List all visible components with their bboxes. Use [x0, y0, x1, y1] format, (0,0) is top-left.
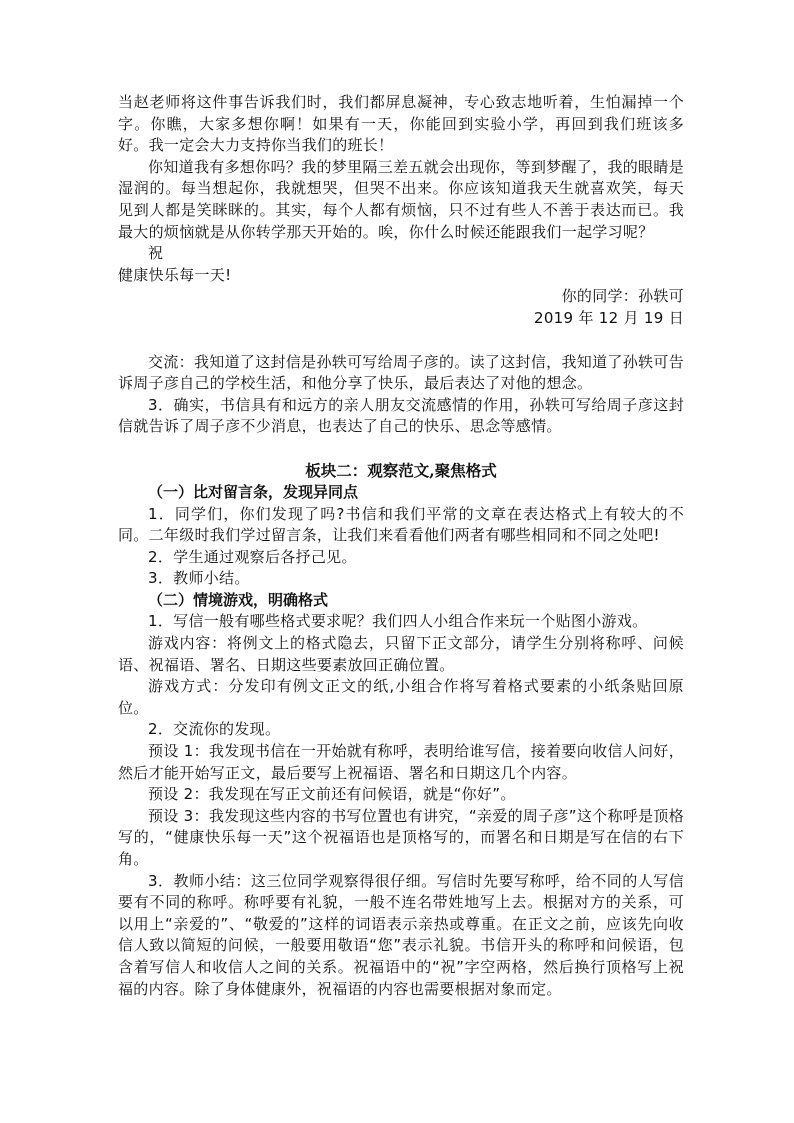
section-paragraph: 3．教师小结。 — [148, 569, 250, 588]
section-paragraph: 预设 3：我发现这些内容的书写位置也有讲究，“亲爱的周子彦”这个称呼是顶格写的，“健康快乐每一天”这个祝福语也是顶格写的，而署名和日期是写在信的右下角。 — [118, 806, 684, 868]
document-page — [118, 92, 684, 1000]
letter-signature: 你的同学：孙轶可 — [561, 287, 684, 306]
subsection-title-2: （二）情境游戏，明确格式 — [148, 590, 329, 609]
section-paragraph: 预设 2：我发现在写正文前还有问候语，就是“你好”。 — [148, 785, 516, 804]
discussion-paragraph: 交流：我知道了这封信是孙轶可写给周子彦的。读了这封信，我知道了孙轶可告诉周子彦自己的学校生活，和他分享了快乐，最后表达了对他的想念。 — [118, 352, 684, 393]
letter-paragraph-2: 你知道我有多想你吗？我的梦里隔三差五就会出现你，等到梦醒了，我的眼睛是湿润的。每当想起你，我就想哭，但哭不出来。你应该知道我天生就喜欢笑，每天见到人都是笑眯眯的。其实，每个人都有烦恼，只不过有些人不善于表达而已。我最大的烦恼就是从你转学那天开始的。唉，你什么时候还能跟我们一起学习呢？ — [118, 157, 684, 241]
section-paragraph: 2．交流你的发现。 — [148, 720, 281, 739]
section-paragraph: 游戏内容：将例文上的格式隐去，只留下正文部分，请学生分别将称呼、问候语、祝福语、署名、日期这些要素放回正确位置。 — [118, 634, 684, 674]
discussion-point-3: 3．确实，书信具有和远方的亲人朋友交流感情的作用，孙轶可写给周子彦这封信就告诉了周子彦不少消息，也表达了自己的快乐、思念等感情。 — [118, 395, 684, 436]
section-paragraph: 预设 1：我发现书信在一开始就有称呼，表明给谁写信，接着要向收信人问好，然后才能开始写正文，最后要写上祝福语、署名和日期这几个内容。 — [118, 742, 684, 782]
section-title: 板块二：观察范文,聚焦格式 — [305, 460, 497, 480]
subsection-title-1: （一）比对留言条，发现异同点 — [148, 482, 359, 501]
section-paragraph: 1．同学们，你们发现了吗?书信和我们平常的文章在表达格式上有较大的不同。二年级时我们学过留言条，让我们来看看他们两者有哪些相同和不同之处吧! — [118, 504, 684, 545]
section-paragraph: 游戏方式：分发印有例文正文的纸,小组合作将写着格式要素的小纸条贴回原位。 — [118, 677, 684, 717]
section-paragraph: 3．教师小结：这三位同学观察得很仔细。写信时先要写称呼，给不同的人写信要有不同的称呼。称呼要有礼貌，一般不连名带姓地写上去。根据对方的关系，可以用上“亲爱的”、“敬爱的”这样的词语表示亲热或尊重。在正文之前，应该先向收信人致以简短的问候，一般要用敬语“您”表示礼貌。书信开头的称呼和问候语，包含着写信人和收信人之间的关系。祝福语中的“祝”字空两格，然后换行顶格写上祝福的内容。除了身体健康外，祝福语的内容也需要根据对象而定。 — [118, 871, 684, 998]
spacer — [118, 438, 684, 460]
letter-date: 2019 年 12 月 19 日 — [534, 308, 684, 327]
section-paragraph: 2．学生通过观察后各抒己见。 — [148, 547, 357, 566]
letter-paragraph-1: 当赵老师将这件事告诉我们时，我们都屏息凝神，专心致志地听着，生怕漏掉一个字。你瞧，大家多想你啊！如果有一天，你能回到实验小学，再回到我们班该多好。我一定会大力支持你当我们的班长！ — [118, 93, 684, 155]
section-paragraph: 1．写信一般有哪些格式要求呢？我们四人小组合作来玩一个贴图小游戏。 — [148, 612, 648, 631]
letter-wish-line-2: 健康快乐每一天! — [118, 265, 232, 284]
letter-wish-line-1: 祝 — [148, 244, 164, 263]
spacer — [118, 330, 684, 352]
